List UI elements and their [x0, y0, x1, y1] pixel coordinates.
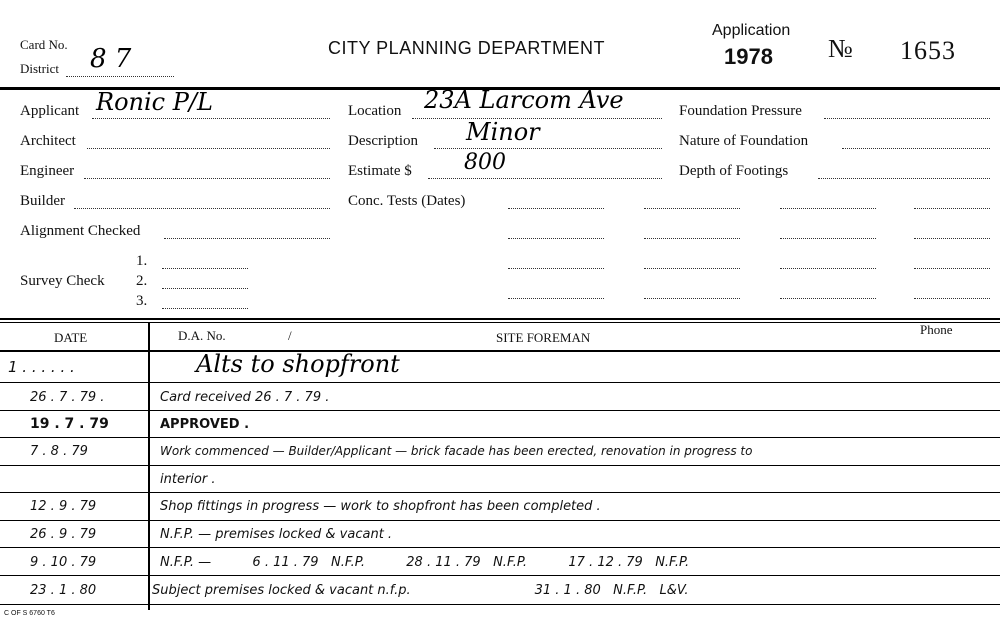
- phone-header: Phone: [920, 322, 953, 337]
- depth-of-footings-label: Depth of Footings: [679, 163, 789, 179]
- site-foreman-header: SITE FOREMAN: [496, 330, 591, 345]
- row-entry: APPROVED .: [160, 417, 250, 432]
- survey-1-line: [162, 268, 248, 269]
- row-date: 7 . 8 . 79: [30, 444, 88, 459]
- row-rule: [0, 465, 1000, 466]
- row-entry: N.F.P. — 6 . 11 . 79 N.F.P. 28 . 11 . 79 N.F.P. 17 . 12 . 79 N.F.P.: [160, 555, 690, 570]
- applicant-label: Applicant: [20, 103, 80, 119]
- row-date: 19 . 7 . 79: [30, 416, 109, 432]
- architect-line: [87, 148, 330, 149]
- survey-2-label: 2.: [136, 273, 148, 289]
- header-row-rule: [0, 350, 1000, 352]
- row-entry: interior .: [160, 472, 216, 487]
- row-rule: [0, 410, 1000, 411]
- builder-line: [74, 208, 330, 209]
- row-rule: [0, 520, 1000, 521]
- conc-line: [780, 298, 876, 299]
- conc-line: [914, 238, 990, 239]
- number-label: №: [828, 34, 853, 63]
- row-date: 12 . 9 . 79: [30, 499, 97, 514]
- row-rule: [0, 437, 1000, 438]
- conc-line: [914, 268, 990, 269]
- conc-line: [914, 208, 990, 209]
- applicant-value: Ronic P/L: [96, 88, 213, 116]
- page-title: CITY PLANNING DEPARTMENT: [328, 38, 606, 58]
- estimate-line: [428, 178, 662, 179]
- nature-of-foundation-label: Nature of Foundation: [679, 133, 809, 149]
- builder-label: Builder: [20, 193, 65, 209]
- form-code: C OF S 6760 T6: [4, 610, 55, 617]
- survey-2-line: [162, 288, 248, 289]
- conc-line: [780, 208, 876, 209]
- conc-line: [644, 268, 740, 269]
- engineer-line: [84, 178, 330, 179]
- conc-line: [780, 268, 876, 269]
- da-no-header: D.A. No.: [178, 328, 226, 343]
- row-entry: Alts to shopfront: [196, 350, 400, 378]
- alignment-label: Alignment Checked: [20, 223, 141, 239]
- location-value: 23A Larcom Ave: [424, 86, 624, 114]
- survey-3-line: [162, 308, 248, 309]
- foundation-pressure-label: Foundation Pressure: [679, 103, 802, 119]
- row-entry: Work commenced — Builder/Applicant — brick facade has been erected, renovation in progress to: [160, 444, 753, 458]
- estimate-value: 800: [464, 150, 506, 175]
- row-entry: Card received 26 . 7 . 79 .: [160, 390, 330, 405]
- application-label: Application: [712, 22, 791, 39]
- location-label: Location: [348, 103, 402, 119]
- district-line: [66, 76, 174, 77]
- estimate-label: Estimate $: [348, 163, 412, 179]
- row-date: 23 . 1 . 80: [30, 583, 97, 598]
- description-label: Description: [348, 133, 418, 149]
- conc-line: [508, 298, 604, 299]
- row-rule: [0, 604, 1000, 605]
- row-rule: [0, 382, 1000, 383]
- conc-tests-label: Conc. Tests (Dates): [348, 193, 466, 209]
- conc-line: [644, 298, 740, 299]
- row-rule: [0, 492, 1000, 493]
- row-date: 26 . 7 . 79 .: [30, 390, 105, 405]
- row-entry: Subject premises locked & vacant n.f.p. 31 . 1 . 80 N.F.P. L&V.: [152, 583, 689, 598]
- conc-line: [644, 238, 740, 239]
- row-date: 1 . . . . . .: [8, 358, 75, 376]
- row-entry: N.F.P. — premises locked & vacant .: [160, 527, 393, 542]
- architect-label: Architect: [20, 133, 76, 149]
- description-line: [434, 148, 662, 149]
- card-no-label: Card No.: [20, 37, 68, 52]
- conc-line: [508, 208, 604, 209]
- conc-line: [508, 238, 604, 239]
- applicant-line: [92, 118, 330, 119]
- survey-3-label: 3.: [136, 293, 148, 309]
- table-top-rule-2: [0, 322, 1000, 323]
- conc-line: [508, 268, 604, 269]
- da-slash: /: [288, 328, 292, 343]
- date-header: DATE: [54, 330, 88, 345]
- row-entry: Shop fittings in progress — work to shopfront has been completed .: [160, 499, 601, 514]
- foundation-pressure-line: [824, 118, 990, 119]
- date-column-divider: [148, 322, 150, 610]
- survey-check-label: Survey Check: [20, 273, 105, 289]
- conc-line: [780, 238, 876, 239]
- depth-of-footings-line: [818, 178, 990, 179]
- nature-of-foundation-line: [842, 148, 990, 149]
- row-rule: [0, 575, 1000, 576]
- row-date: 26 . 9 . 79: [30, 527, 97, 542]
- application-number: 1653: [900, 36, 956, 65]
- conc-line: [644, 208, 740, 209]
- row-date: 9 . 10 . 79: [30, 555, 97, 570]
- district-label: District: [20, 61, 59, 76]
- alignment-line: [164, 238, 330, 239]
- row-rule: [0, 547, 1000, 548]
- application-year: 1978: [724, 44, 773, 69]
- district-value: 8 7: [90, 44, 132, 74]
- survey-1-label: 1.: [136, 253, 148, 269]
- conc-line: [914, 298, 990, 299]
- engineer-label: Engineer: [20, 163, 75, 179]
- description-value: Minor: [466, 118, 540, 146]
- table-top-rule: [0, 318, 1000, 320]
